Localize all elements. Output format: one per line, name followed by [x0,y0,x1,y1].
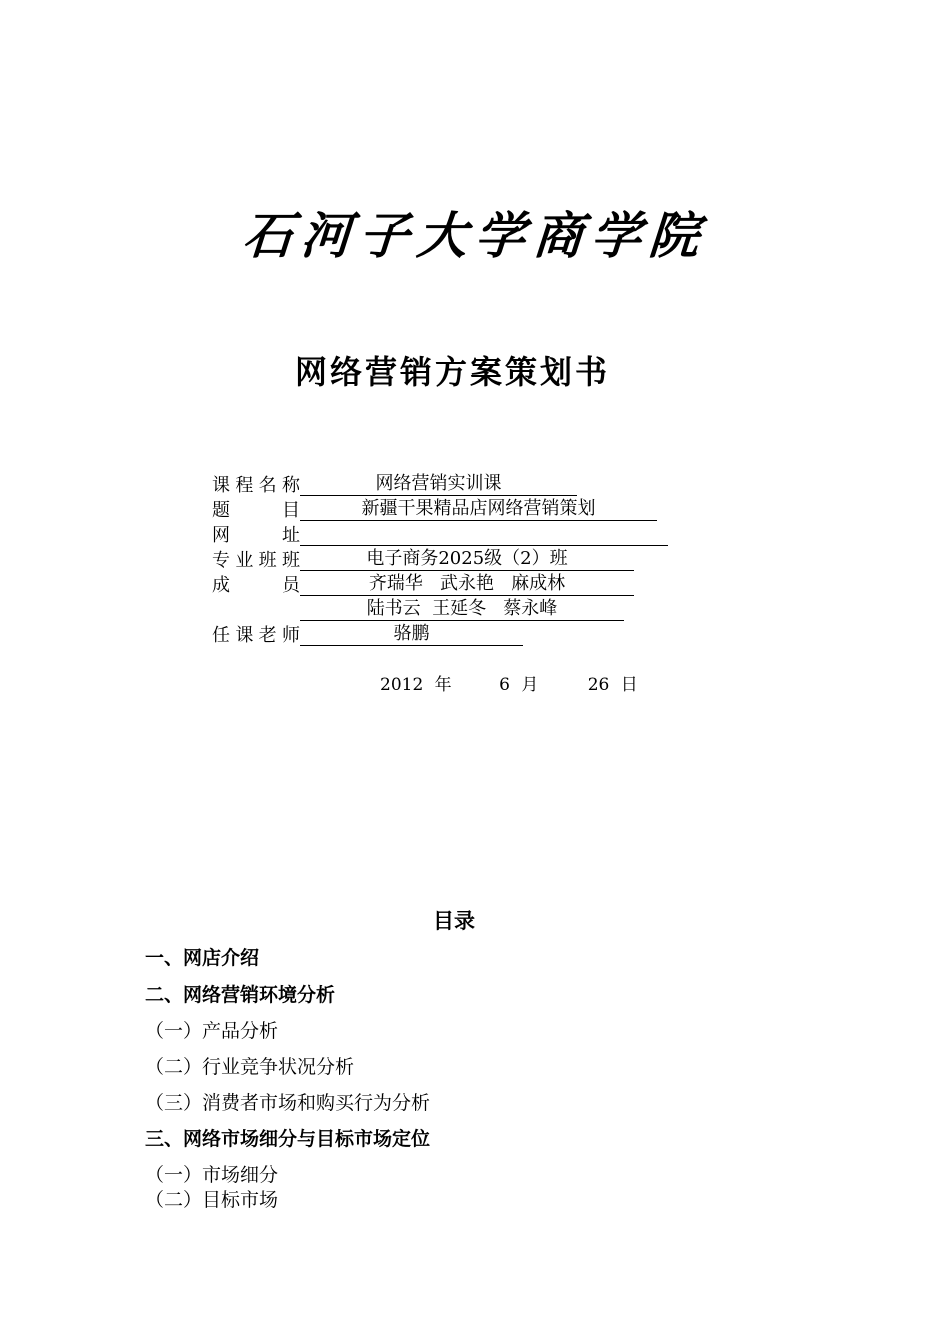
date-month: 6 [499,675,510,695]
toc-item[interactable]: （三）消费者市场和购买行为分析 [145,1092,431,1114]
info-row-course [212,473,682,498]
label-members [212,573,300,598]
date-year: 2012 [380,675,424,695]
label-char: 业 [235,550,254,571]
cover-info-block [212,473,682,648]
label-char: 班 [281,550,300,571]
toc-item[interactable]: 一、网店介绍 [145,947,260,969]
date-day-unit: 日 [620,675,638,695]
label-char: 址 [282,525,300,546]
info-row-teacher [212,623,682,648]
label-char: 网 [212,525,230,546]
toc-item[interactable]: （一）市场细分 [145,1164,279,1186]
label-char: 成 [212,575,230,596]
value-topic: 新疆干果精品店网络营销策划 [300,498,657,521]
toc-item[interactable]: （一）产品分析 [145,1020,279,1042]
toc-title: 目录 [433,909,475,933]
label-char: 程 [235,475,254,496]
info-row-website [212,523,682,548]
label-char: 名 [258,475,277,496]
value-teacher: 骆鹏 [300,623,523,646]
value-website [300,523,668,546]
toc-item[interactable]: 三、网络市场细分与目标市场定位 [145,1128,431,1150]
label-website [212,523,300,548]
label-char: 师 [281,625,300,646]
label-char: 称 [281,475,300,496]
date-year-unit: 年 [434,675,452,695]
info-row-topic [212,498,682,523]
toc-item[interactable]: （二）行业竞争状况分析 [145,1056,355,1078]
toc-item[interactable]: 二、网络营销环境分析 [145,984,336,1006]
label-char: 目 [282,500,300,521]
label-char: 题 [212,500,230,521]
value-course-name: 网络营销实训课 [300,473,577,496]
info-row-class [212,548,682,573]
label-char: 课 [235,625,254,646]
date-day: 26 [587,675,610,695]
document-title: 网络营销方案策划书 [294,353,610,391]
toc-item[interactable]: （二）目标市场 [145,1189,279,1211]
label-course-name [212,473,300,498]
date-month-unit: 月 [521,675,539,695]
label-char: 员 [282,575,300,596]
info-row-members-2 [212,598,682,623]
value-members-line-1: 齐瑞华 武永艳 麻成林 [300,573,634,596]
label-char: 老 [258,625,277,646]
label-char: 班 [258,550,277,571]
value-class: 电子商务2025级（2）班 [300,548,634,571]
label-char: 专 [212,550,230,571]
info-row-members [212,573,682,598]
label-topic [212,498,300,523]
label-char: 任 [212,625,230,646]
label-teacher [212,623,300,648]
cover-date [380,673,638,697]
label-class [212,548,300,573]
school-name: 石河子大学商学院 [240,206,710,265]
label-char: 课 [212,475,230,496]
value-members-line-2: 陆书云 王延冬 蔡永峰 [300,598,624,621]
